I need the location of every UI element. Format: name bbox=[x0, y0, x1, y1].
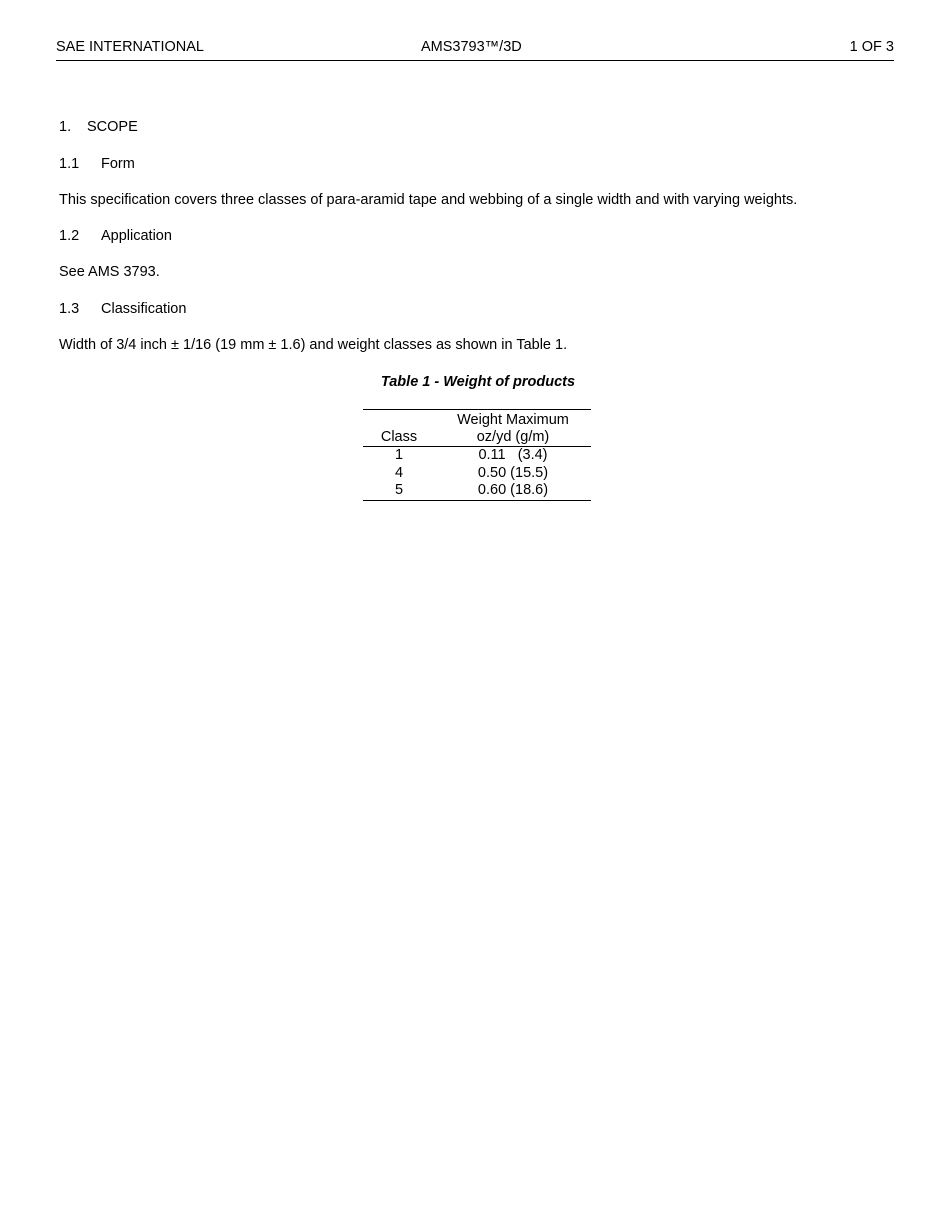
header-organization: SAE INTERNATIONAL bbox=[56, 39, 204, 55]
section-title: Application bbox=[101, 228, 172, 244]
table-row bbox=[363, 447, 591, 465]
page-header bbox=[56, 38, 894, 61]
cell-weight: 0.11 (3.4) bbox=[478, 447, 548, 463]
section-number: 1.2 bbox=[59, 228, 80, 244]
table-row bbox=[363, 482, 591, 500]
cell-weight: 0.50 (15.5) bbox=[477, 464, 549, 481]
section-number: 1. bbox=[59, 119, 72, 135]
table-1-caption: Table 1 - Weight of products bbox=[380, 374, 576, 390]
cell-class: 5 bbox=[363, 482, 435, 500]
section-1-1-heading bbox=[59, 156, 135, 172]
section-title: Classification bbox=[101, 301, 187, 317]
table-1 bbox=[363, 409, 591, 501]
header-weight-line1: Weight Maximum bbox=[457, 412, 569, 428]
section-1-2-heading bbox=[59, 228, 172, 244]
header-document-number: AMS3793™/3D bbox=[421, 39, 522, 55]
section-1-1-text: This specification covers three classes of para-aramid tape and webbing of a single width and with varying weights. bbox=[59, 192, 798, 208]
section-1-3-heading bbox=[59, 301, 186, 317]
section-1-2-text: See AMS 3793. bbox=[59, 264, 160, 280]
weight-table bbox=[363, 409, 591, 501]
table-header-row bbox=[363, 410, 591, 447]
section-1-3-text: Width of 3/4 inch ± 1/16 (19 mm ± 1.6) and weight classes as shown in Table 1. bbox=[59, 337, 568, 353]
header-weight bbox=[435, 410, 591, 447]
cell-weight: 0.60 (18.6) bbox=[435, 482, 591, 500]
section-number: 1.3 bbox=[59, 301, 80, 317]
table-row bbox=[363, 465, 591, 483]
header-weight-line2: oz/yd (g/m) bbox=[476, 429, 550, 445]
header-page-number: 1 OF 3 bbox=[849, 39, 894, 55]
cell-class: 1 bbox=[394, 447, 404, 463]
section-number: 1.1 bbox=[59, 156, 80, 172]
section-title: Form bbox=[101, 156, 135, 172]
section-title: SCOPE bbox=[87, 119, 138, 135]
header-class: Class bbox=[363, 410, 435, 447]
cell-class: 4 bbox=[394, 464, 404, 481]
section-1-heading bbox=[59, 119, 138, 135]
